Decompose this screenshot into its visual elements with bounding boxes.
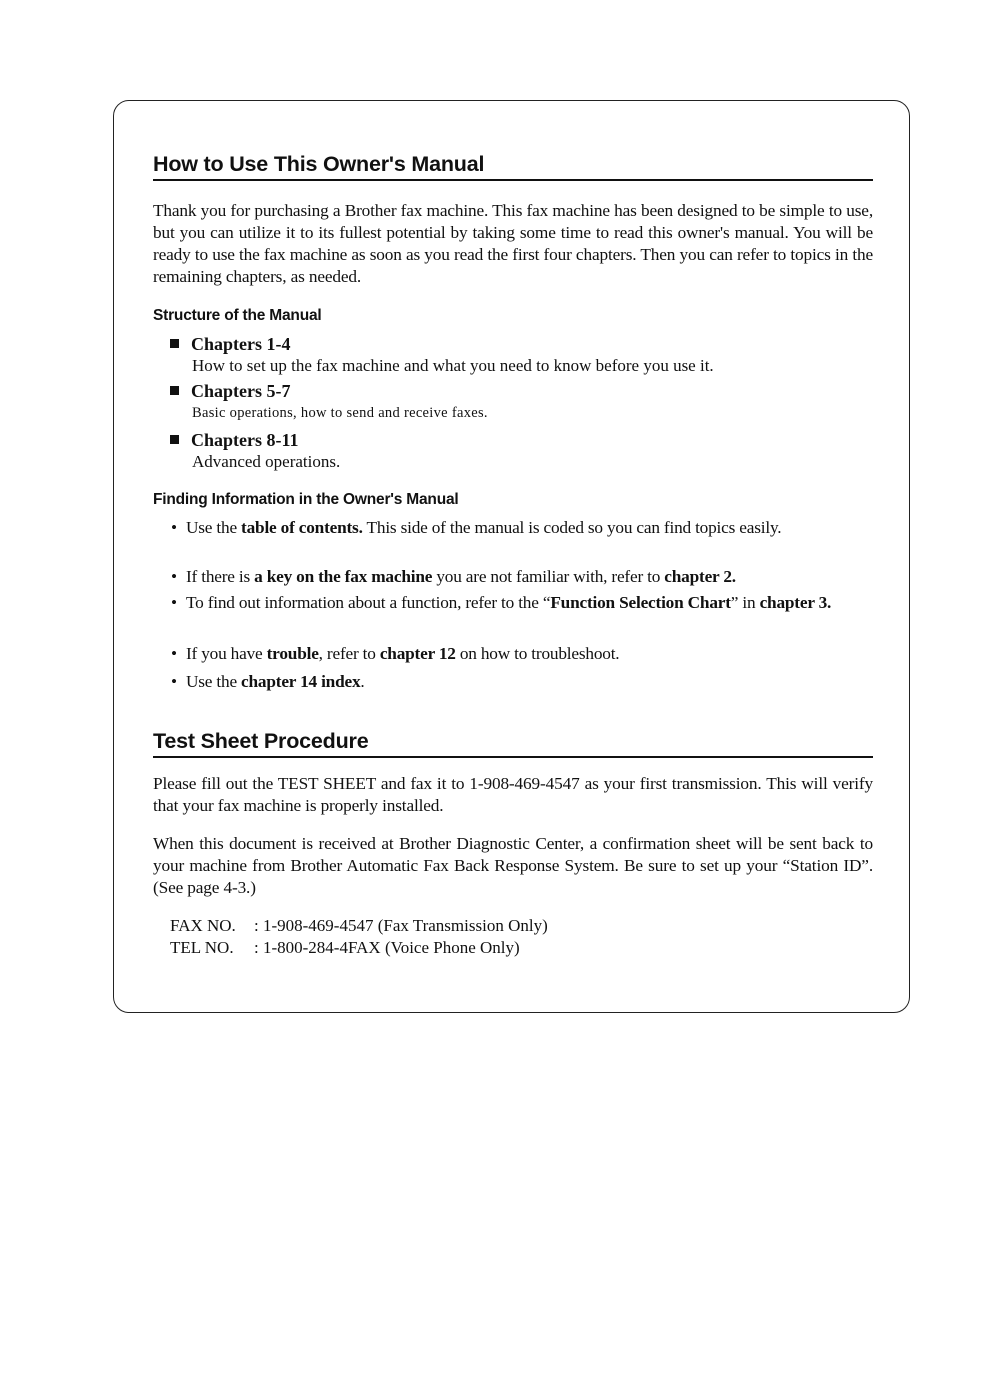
text: . — [360, 672, 365, 691]
text: Use the — [186, 518, 242, 537]
test-sheet-paragraph: Please fill out the TEST SHEET and fax it to 1-908-469-4547 as your first transmission. This will verify that your fax machine is properly installed. — [153, 774, 873, 815]
text: on how to troubleshoot. — [455, 644, 620, 663]
section-title-test-sheet: Test Sheet Procedure — [153, 728, 873, 758]
bullet-dot-icon: • — [171, 644, 177, 663]
structure-heading: Structure of the Manual — [153, 307, 322, 324]
section-title-how-to-use: How to Use This Owner's Manual — [153, 151, 873, 181]
bold-text: Function Selection Chart — [550, 593, 731, 612]
text: , refer to — [318, 644, 380, 663]
text: If you have — [186, 644, 267, 663]
bullet-item — [171, 592, 873, 614]
text: ” in — [730, 593, 760, 612]
bullet-item — [171, 671, 873, 693]
intro-paragraph: Thank you for purchasing a Brother fax machine. This fax machine has been designed to be simple to use, but you can utilize it to its fullest potential by taking some time to read this owner's manual. You will be ready to use the fax machine as soon as you read the first four chapters. Then you can refer to topics in the remaining chapters, as needed. — [153, 201, 873, 286]
bullet-text — [186, 643, 873, 665]
confirmation-paragraph: When this document is received at Brother Diagnostic Center, a confirmation sheet will be sent back to your machine from Brother Automatic Fax Back Response System. Be sure to set up your “Station ID”. (See page 4-3.) — [153, 834, 873, 897]
bold-text: chapter 14 index — [241, 672, 361, 691]
finding-heading: Finding Information in the Owner's Manual — [153, 491, 459, 508]
bullet-item — [171, 517, 873, 539]
bullet-item — [171, 566, 873, 588]
bullet-text — [186, 566, 873, 588]
bold-text: table of contents. — [241, 518, 363, 537]
bold-text: trouble — [266, 644, 319, 663]
chapter-item: Chapters 1-4 How to set up the fax machine and what you need to know before you use it. — [170, 333, 870, 377]
bullet-dot-icon: • — [171, 518, 177, 537]
bullet-text — [186, 517, 873, 539]
square-bullet-icon — [170, 386, 179, 395]
bullet-text — [186, 671, 873, 693]
bullet-dot-icon: • — [171, 672, 177, 691]
bullet-item — [171, 643, 873, 665]
bullet-dot-icon: • — [171, 593, 177, 612]
square-bullet-icon — [170, 435, 179, 444]
text: To find out information about a function, refer to the “ — [186, 593, 551, 612]
text: Use the — [186, 672, 242, 691]
bold-text: chapter 3. — [759, 593, 832, 612]
bold-text: chapter 2. — [664, 567, 736, 586]
text: If there is — [186, 567, 255, 586]
bold-text: chapter 12 — [379, 644, 456, 663]
bullet-dot-icon: • — [171, 567, 177, 586]
tel-number: TEL NO. : 1-800-284-4FAX (Voice Phone Only) — [170, 938, 520, 957]
square-bullet-icon — [170, 339, 179, 348]
text: This side of the manual is coded so you can find topics easily. — [362, 518, 782, 537]
fax-number: FAX NO. : 1-908-469-4547 (Fax Transmission Only) — [170, 916, 548, 935]
text: you are not familiar with, refer to — [432, 567, 665, 586]
chapter-item: Chapters 5-7 Basic operations, how to send and receive faxes. — [170, 380, 870, 424]
bullet-text — [186, 592, 873, 614]
chapter-item: Chapters 8-11 Advanced operations. — [170, 429, 870, 473]
bold-text: a key on the fax machine — [254, 567, 433, 586]
